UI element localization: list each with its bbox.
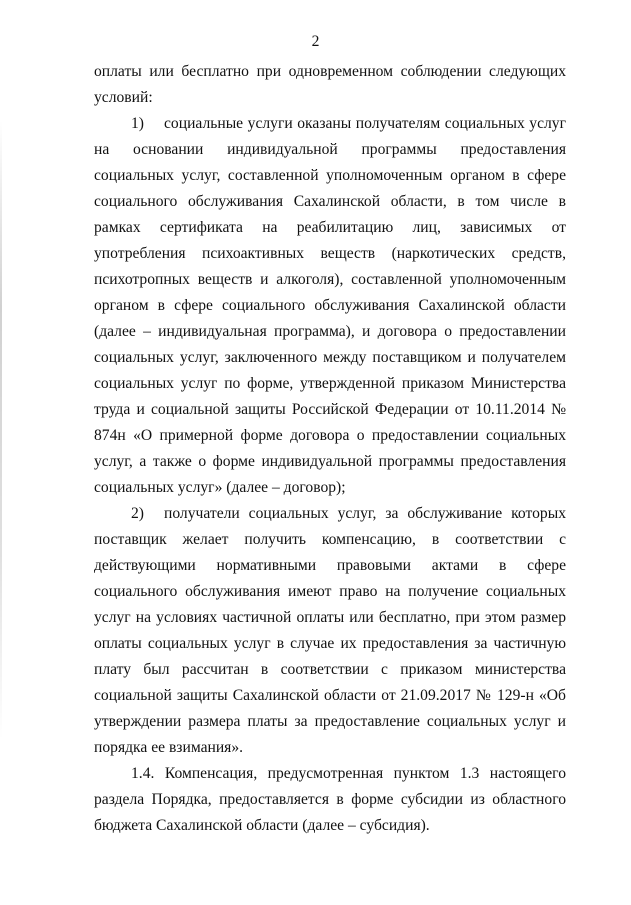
list-item-2-text: получатели социальных услуг, за обслуживание которых поставщик желает получить компенсацию, в соответствии с действующими нормативными правовыми актами в сфере социального обслуживания имеют право на получение социальных услуг на условиях частичной оплаты или бесплатно, при этом размер оплаты социальных услуг в случае их предоставления за частичную плату был рассчитан в соответствии с приказом министерства социальной защиты Сахалинской области от 21.09.2017 № 129-н «Об утверждении размера платы за предоставление социальных услуг и порядка ее взимания».	[94, 505, 566, 756]
scan-edge-shadow	[0, 120, 2, 740]
page-number: 2	[311, 33, 320, 50]
list-number-1: 1)	[131, 115, 144, 132]
list-item-1-text: социальные услуги оказаны получателям социальных услуг на основании индивидуальной программы предоставления социальных услуг, составленной уполномоченным органом в сфере социального обслуживания Сахалинской области, в том числе в рамках сертификата на реабилитацию лиц, зависимых от употребления психоактивных веществ (наркотических средств, психотропных веществ и алкоголя), составленной уполномоченным органом в сфере социального обслуживания Сахалинской области (далее – индивидуальная программа), и договора о предоставлении социальных услуг, заключенного между поставщиком и получателем социальных услуг по форме, утвержденной приказом Министерства труда и социальной защиты Российской Федерации от 10.11.2014 № 874н «О примерной форме договора о предоставлении социальных услуг, а также о форме индивидуальной программы предоставления социальных услуг» (далее – договор);	[94, 115, 566, 496]
document-body	[94, 59, 566, 839]
paragraph-1-4: 1.4. Компенсация, предусмотренная пунктом 1.3 настоящего раздела Порядка, предоставляется в форме субсидии из областного бюджета Сахалинской области (далее – субсидия).	[94, 765, 566, 834]
list-number-2: 2)	[131, 505, 144, 522]
paragraph-continuation: оплаты или бесплатно при одновременном соблюдении следующих условий:	[94, 63, 566, 106]
list-item-1	[94, 111, 566, 501]
list-item-2	[94, 501, 566, 761]
